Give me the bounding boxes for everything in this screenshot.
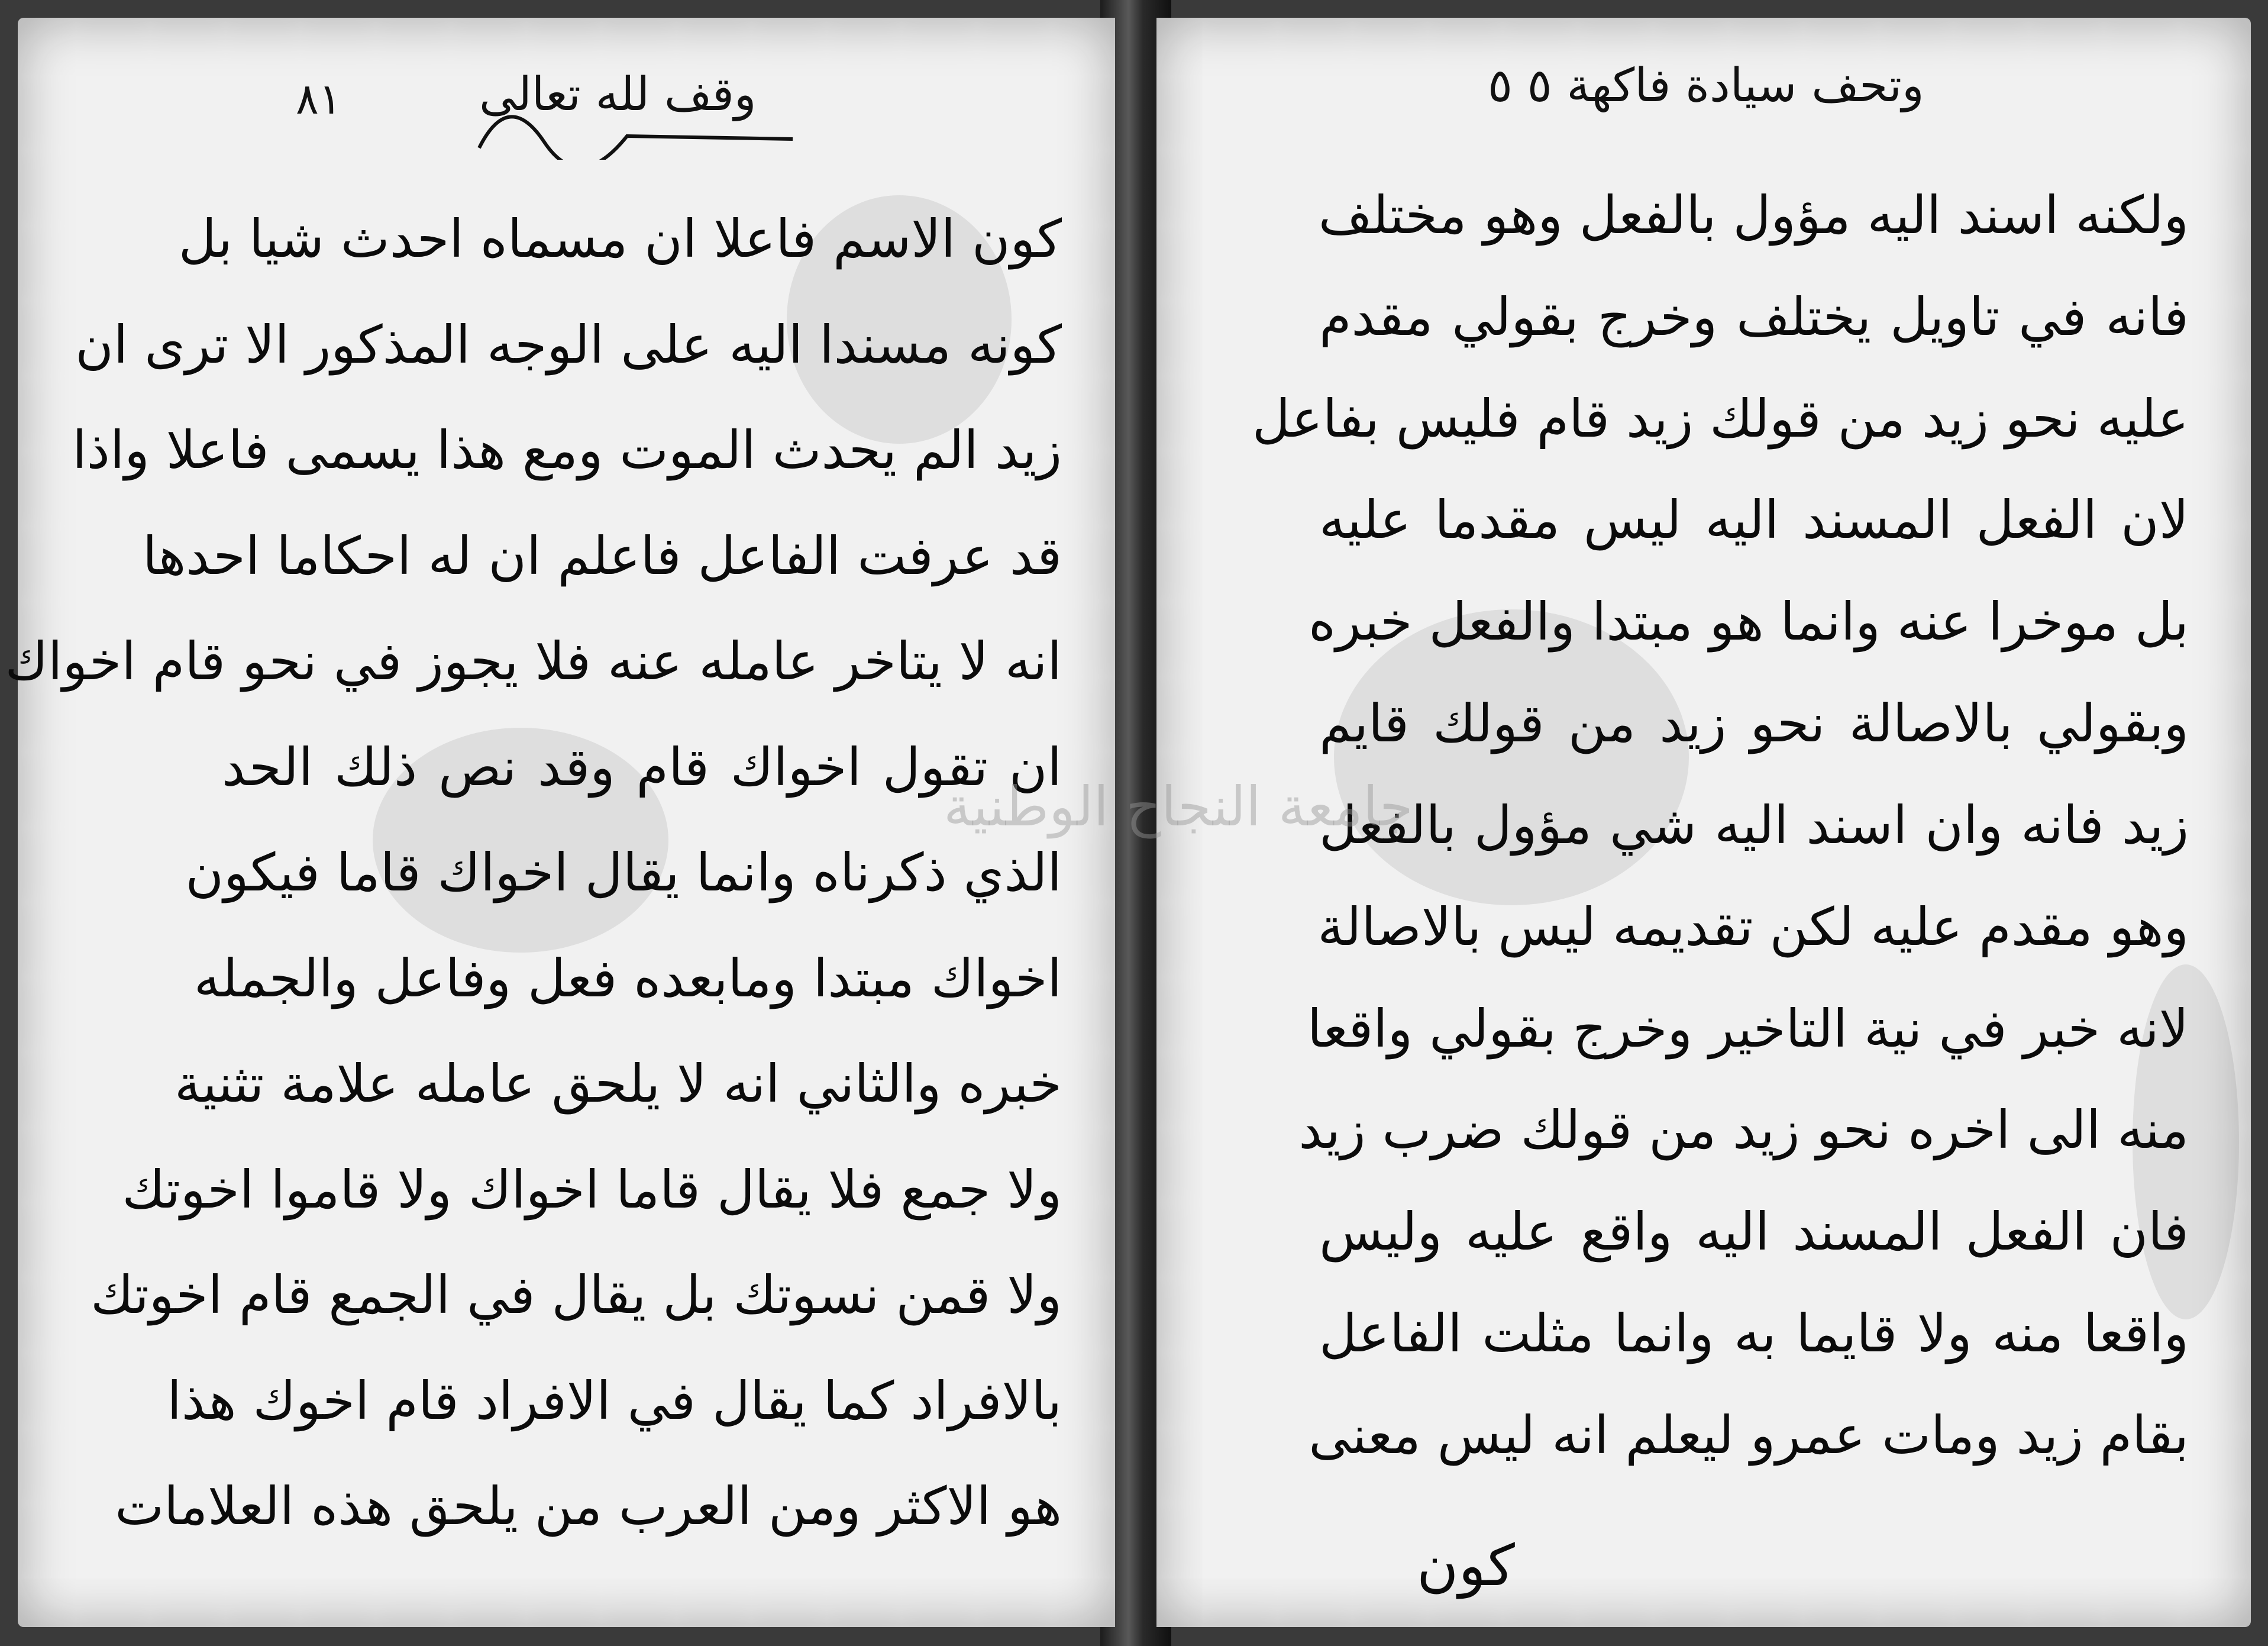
- text-line: خبره والثاني انه لا يلحق عامله علامة تثنية: [175, 1053, 1062, 1114]
- text-line: فان الفعل المسند اليه واقع عليه وليس: [1319, 1201, 2189, 1263]
- folio-number: ٨١: [296, 74, 342, 124]
- text-line: قد عرفت الفاعل فاعلم ان له احكاما احدها: [143, 525, 1062, 586]
- text-line: بالافراد كما يقال في الافراد قام اخوك هذا: [167, 1370, 1062, 1431]
- text-line: زيد الم يحدث الموت ومع هذا يسمى فاعلا واذا: [72, 419, 1062, 480]
- text-line: فانه في تاويل يختلف وخرج بقولي مقدم: [1319, 286, 2189, 347]
- left-text-block: [5, 208, 1062, 1537]
- text-line: بقام زيد ومات عمرو ليعلم انه ليس معنى: [1309, 1404, 2189, 1466]
- text-line: بل موخرا عنه وانما هو مبتدا والفعل خبره: [1308, 591, 2189, 653]
- library-watermark: جامعة النجاح الوطنية: [944, 775, 1413, 838]
- text-line: ولكنه اسند اليه مؤول بالفعل وهو مختلف: [1318, 185, 2189, 246]
- text-line: اخواك مبتدا ومابعده فعل وفاعل والجمله: [193, 947, 1062, 1009]
- text-line: زيد فانه وان اسند اليه شي مؤول بالفعل: [1319, 794, 2189, 856]
- right-text-block: [1252, 185, 2189, 1466]
- text-line: كون الاسم فاعلا ان مسماه احدث شيا بل: [178, 208, 1062, 269]
- text-line: ولا قمن نسوتك بل يقال في الجمع قام اخوتك: [91, 1264, 1062, 1325]
- text-line: انه لا يتاخر عامله عنه فلا يجوز في نحو قام اخواك: [5, 631, 1062, 692]
- text-line: واقعا منه ولا قايما به وانما مثلت الفاعل: [1319, 1303, 2189, 1364]
- page-header: وتحف سيادة فاكهة ٥ ٥: [1488, 59, 1924, 112]
- text-line: ولا جمع فلا يقال قاما اخواك ولا قاموا اخوتك: [122, 1158, 1062, 1220]
- text-line: عليه نحو زيد من قولك زيد قام فليس بفاعل: [1252, 388, 2189, 449]
- text-line: ان تقول اخواك قام وقد نص ذلك الحد: [222, 736, 1062, 798]
- text-line: هو الاكثر ومن العرب من يلحق هذه العلامات: [115, 1476, 1062, 1537]
- text-line: لانه خبر في نية التاخير وخرج بقولي واقعا: [1307, 998, 2189, 1059]
- text-line: منه الى اخره نحو زيد من قولك ضرب زيد: [1298, 1099, 2189, 1161]
- page-header: وقف لله تعالى: [479, 68, 757, 121]
- text-line: كونه مسندا اليه على الوجه المذكور الا ترى ان: [75, 314, 1062, 375]
- catchword: كون: [1417, 1532, 1515, 1599]
- text-line: وبقولي بالاصالة نحو زيد من قولك قايم: [1319, 693, 2189, 754]
- text-line: وهو مقدم عليه لكن تقديمه ليس بالاصالة: [1317, 896, 2189, 957]
- text-line: الذي ذكرناه وانما يقال اخواك قاما فيكون: [185, 842, 1062, 903]
- header-flourish: [473, 77, 805, 160]
- text-line: لان الفعل المسند اليه ليس مقدما عليه: [1319, 489, 2189, 551]
